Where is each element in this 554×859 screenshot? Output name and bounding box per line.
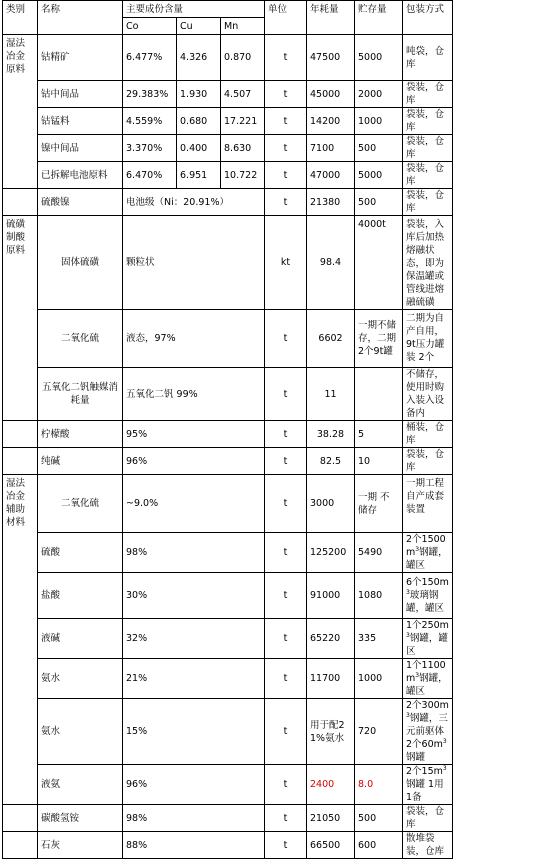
unit-value: t [265, 108, 307, 135]
storage-value: 600 [355, 832, 403, 859]
material-name: 二氧化硫 [38, 310, 123, 368]
content-value: 88% [123, 832, 265, 859]
material-name: 固体硫磺 [38, 216, 123, 310]
group-label-empty [3, 189, 38, 216]
header-name: 名称 [38, 1, 123, 35]
raw-material-table [2, 0, 453, 859]
unit-value: t [265, 368, 307, 421]
header-content: 主要成份含量 [123, 1, 265, 18]
material-name: 碳酸氢铵 [38, 805, 123, 832]
table-row [3, 448, 453, 475]
header-packing: 包装方式 [403, 1, 453, 35]
packing-value: 袋装，仓库 [403, 189, 453, 216]
content-value: 96% [123, 448, 265, 475]
storage-value: 5490 [355, 533, 403, 573]
unit-value: t [265, 475, 307, 533]
annual-value: 21380 [307, 189, 355, 216]
packing-value: 1个$1100m^3$钢罐，罐区 [403, 659, 453, 699]
content-value: 15% [123, 699, 265, 765]
group-label-empty [3, 448, 38, 475]
co-value: 6.470% [123, 162, 177, 189]
group-label-empty [3, 805, 38, 832]
unit-value: t [265, 765, 307, 805]
content-value: 五氧化二钒 99% [123, 368, 265, 421]
annual-value: 66500 [307, 832, 355, 859]
header-mn: Mn [221, 18, 265, 35]
unit-value: t [265, 81, 307, 108]
cu-value: 6.951 [177, 162, 221, 189]
content-value: 96% [123, 765, 265, 805]
storage-value: 2000 [355, 81, 403, 108]
table-row [3, 659, 453, 699]
unit-value: t [265, 135, 307, 162]
content-value: 98% [123, 805, 265, 832]
unit-value: t [265, 448, 307, 475]
packing-value: 袋装，仓库 [403, 805, 453, 832]
unit-value: t [265, 659, 307, 699]
group-label: 硫磺制酸原料 [3, 216, 38, 421]
table-row [3, 533, 453, 573]
packing-value: 桶装，仓库 [403, 421, 453, 448]
packing-value: 袋装，仓库 [403, 135, 453, 162]
annual-value: 21050 [307, 805, 355, 832]
unit-value: t [265, 619, 307, 659]
annual-value: 82.5 [307, 448, 355, 475]
material-name: 液碱 [38, 619, 123, 659]
content-value: 32% [123, 619, 265, 659]
annual-value: 47000 [307, 162, 355, 189]
table-row [3, 619, 453, 659]
content-value: 95% [123, 421, 265, 448]
storage-value: 5000 [355, 35, 403, 81]
cu-value: 0.680 [177, 108, 221, 135]
material-name: 钴中间品 [38, 81, 123, 108]
annual-value: 45000 [307, 81, 355, 108]
group-label-empty [3, 832, 38, 859]
unit-value: t [265, 832, 307, 859]
annual-value: 38.28 [307, 421, 355, 448]
storage-value: 500 [355, 189, 403, 216]
material-name: 石灰 [38, 832, 123, 859]
material-name: 氨水 [38, 659, 123, 699]
annual-value: 47500 [307, 35, 355, 81]
table-row [3, 805, 453, 832]
packing-value: 袋装，仓库 [403, 448, 453, 475]
storage-value: 500 [355, 135, 403, 162]
table-row [3, 699, 453, 765]
content-value: 颗粒状 [123, 216, 265, 310]
group-label: 湿法冶金辅助材料 [3, 475, 38, 805]
co-value: 6.477% [123, 35, 177, 81]
cu-value: 0.400 [177, 135, 221, 162]
unit-value: t [265, 35, 307, 81]
annual-value: 11 [307, 368, 355, 421]
packing-value: 一期工程自产成套装置 [403, 475, 453, 533]
packing-value: 6个$150m^3$玻璃钢罐，罐区 [403, 573, 453, 619]
packing-value: 不储存，使用时购入装入设备内 [403, 368, 453, 421]
table-row [3, 573, 453, 619]
cu-value: 1.930 [177, 81, 221, 108]
mn-value: 0.870 [221, 35, 265, 81]
unit-value: t [265, 162, 307, 189]
table-row [3, 421, 453, 448]
annual-value: 14200 [307, 108, 355, 135]
annual-value: 125200 [307, 533, 355, 573]
cu-value: 4.326 [177, 35, 221, 81]
storage-value: 500 [355, 805, 403, 832]
group-label: 湿法冶金原料 [3, 35, 38, 189]
storage-value: 720 [355, 699, 403, 765]
storage-value: 10 [355, 448, 403, 475]
table-row [3, 310, 453, 368]
packing-value: 2个$15m^3$钢罐 1用1备 [403, 765, 453, 805]
header-category: 类别 [3, 1, 38, 35]
content-value: 液态，97% [123, 310, 265, 368]
header-row [3, 1, 453, 18]
packing-value: 二期为自产自用，9t压力罐装 2个 [403, 310, 453, 368]
material-name: 钴锰料 [38, 108, 123, 135]
unit-value: t [265, 189, 307, 216]
storage-value: 一期不储存，二期2个9t罐 [355, 310, 403, 368]
storage-value [355, 368, 403, 421]
co-value: 4.559% [123, 108, 177, 135]
mn-value: 4.507 [221, 81, 265, 108]
content-value: 98% [123, 533, 265, 573]
annual-value: 11700 [307, 659, 355, 699]
annual-value: 用于配21%氨水 [307, 699, 355, 765]
table-row [3, 189, 453, 216]
material-name: 盐酸 [38, 573, 123, 619]
mn-value: 17.221 [221, 108, 265, 135]
packing-value: 袋装，仓库 [403, 81, 453, 108]
packing-value: 袋装，入库后加热熔融状态，即为保温罐或管线进熔融硫磺 [403, 216, 453, 310]
packing-value: 袋装，仓库 [403, 108, 453, 135]
table-row [3, 81, 453, 108]
packing-value: 1个$250m^3$钢罐，罐区 [403, 619, 453, 659]
material-name: 硫酸 [38, 533, 123, 573]
content-value: 电池级（Ni：20.91%） [123, 189, 265, 216]
annual-value: 7100 [307, 135, 355, 162]
annual-value: 65220 [307, 619, 355, 659]
storage-value: 335 [355, 619, 403, 659]
mn-value: 8.630 [221, 135, 265, 162]
material-name: 液氨 [38, 765, 123, 805]
table-row [3, 475, 453, 533]
table-row [3, 368, 453, 421]
header-cu: Cu [177, 18, 221, 35]
content-value: 30% [123, 573, 265, 619]
annual-value: 6602 [307, 310, 355, 368]
material-name: 硫酸镍 [38, 189, 123, 216]
storage-value: 4000t [355, 216, 403, 310]
storage-value: 1080 [355, 573, 403, 619]
unit-value: t [265, 421, 307, 448]
packing-value: 2个$300m^3$钢罐，三元前驱体 2个$60m^3$钢罐 [403, 699, 453, 765]
storage-value: 一期 不储存 [355, 475, 403, 533]
packing-value: 吨袋，仓库 [403, 35, 453, 81]
material-name: 二氧化硫 [38, 475, 123, 533]
packing-value: 散堆袋装，仓库 [403, 832, 453, 859]
storage-value: 1000 [355, 659, 403, 699]
packing-value: 袋装，仓库 [403, 162, 453, 189]
co-value: 29.383% [123, 81, 177, 108]
header-co: Co [123, 18, 177, 35]
table-row [3, 765, 453, 805]
co-value: 3.370% [123, 135, 177, 162]
annual-value: 2400 [307, 765, 355, 805]
material-name: 五氧化二钒触媒消耗量 [38, 368, 123, 421]
material-name: 氨水 [38, 699, 123, 765]
storage-value: 5 [355, 421, 403, 448]
header-annual: 年耗量 [307, 1, 355, 35]
material-name: 纯碱 [38, 448, 123, 475]
material-name: 镍中间品 [38, 135, 123, 162]
unit-value: t [265, 533, 307, 573]
unit-value: t [265, 310, 307, 368]
header-storage: 贮存量 [355, 1, 403, 35]
table-row [3, 35, 453, 81]
table-row [3, 216, 453, 310]
table-row [3, 108, 453, 135]
group-label-empty [3, 421, 38, 448]
unit-value: t [265, 805, 307, 832]
table-row [3, 832, 453, 859]
storage-value: 8.0 [355, 765, 403, 805]
header-unit: 单位 [265, 1, 307, 35]
annual-value: 3000 [307, 475, 355, 533]
annual-value: 91000 [307, 573, 355, 619]
mn-value: 10.722 [221, 162, 265, 189]
content-value: ~9.0% [123, 475, 265, 533]
table-row [3, 135, 453, 162]
content-value: 21% [123, 659, 265, 699]
unit-value: t [265, 573, 307, 619]
storage-value: 5000 [355, 162, 403, 189]
material-name: 柠檬酸 [38, 421, 123, 448]
material-name: 钴精矿 [38, 35, 123, 81]
table-row [3, 162, 453, 189]
packing-value: 2个$1500m^3$钢罐，罐区 [403, 533, 453, 573]
material-name: 已拆解电池原料 [38, 162, 123, 189]
unit-value: t [265, 699, 307, 765]
storage-value: 1000 [355, 108, 403, 135]
annual-value: 98.4 [307, 216, 355, 310]
unit-value: kt [265, 216, 307, 310]
